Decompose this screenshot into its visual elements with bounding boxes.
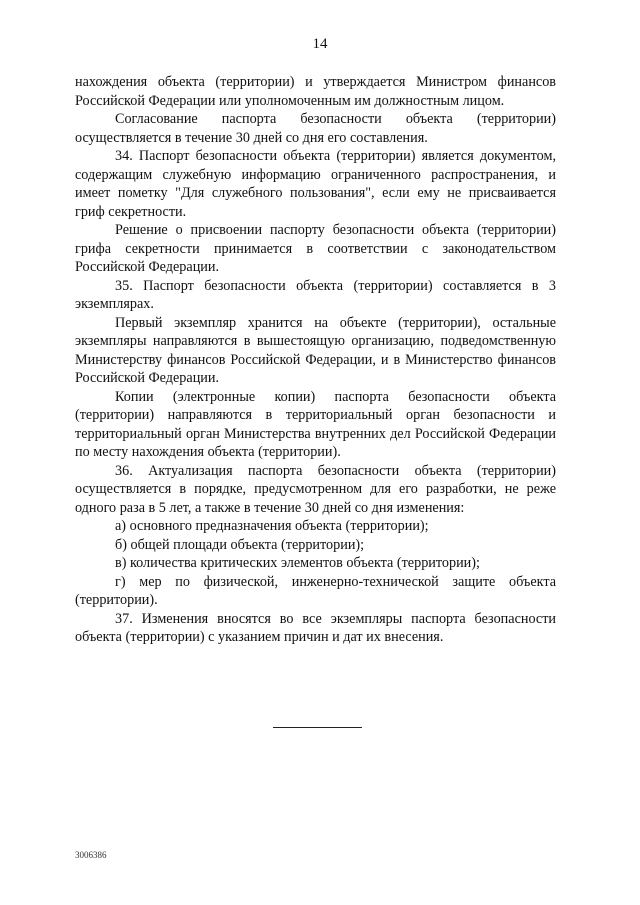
- end-separator-line: [273, 727, 362, 728]
- paragraph-34: 34. Паспорт безопасности объекта (территории) является документом, содержащим служебную информацию ограниченного распространения, и имеет пометку "Для служебного пользования", если ему не присваивается гриф секретности.: [75, 148, 556, 220]
- paragraph-approval: Согласование паспорта безопасности объекта (территории) осуществляется в течение 30 дней со дня его составления.: [75, 111, 556, 146]
- page-number: 14: [312, 36, 328, 52]
- paragraph-37: 37. Изменения вносятся во все экземпляры паспорта безопасности объекта (территории) с указанием причин и дат их внесения.: [75, 610, 556, 645]
- document-code: 3006386: [75, 850, 107, 860]
- paragraph-35: 35. Паспорт безопасности объекта (территории) составляется в 3 экземплярах.: [75, 277, 556, 312]
- document-body: [75, 73, 556, 647]
- paragraph-36: 36. Актуализация паспорта безопасности объекта (территории) осуществляется в порядке, предусмотренном для его разработки, не реже одного раза в 5 лет, а также в течение 30 дней со дня изменения:: [75, 462, 556, 516]
- paragraph-secrecy-decision: Решение о присвоении паспорту безопасности объекта (территории) грифа секретности принимается в соответствии с законодательством Российской Федерации.: [75, 222, 556, 275]
- paragraph-copies: Копии (электронные копии) паспорта безопасности объекта (территории) направляются в территориальный орган безопасности и территориальный орган Министерства внутренних дел Российской Федерации по месту нахождения объекта (территории).: [75, 388, 556, 460]
- list-item-v: в) количества критических элементов объекта (территории);: [115, 555, 480, 571]
- list-item-g: г) мер по физической, инженерно-технической защите объекта (территории).: [75, 573, 556, 608]
- list-item-a: а) основного предназначения объекта (территории);: [115, 518, 429, 534]
- paragraph-continuation: нахождения объекта (территории) и утверждается Министром финансов Российской Федерации или уполномоченным им должностным лицом.: [75, 74, 556, 109]
- list-item-b: б) общей площади объекта (территории);: [115, 536, 365, 553]
- paragraph-first-copy: Первый экземпляр хранится на объекте (территории), остальные экземпляры направляются в вышестоящую организацию, подведомственную Министерству финансов Российской Федерации, и в Министерство финансов Российской Федерации.: [75, 314, 556, 386]
